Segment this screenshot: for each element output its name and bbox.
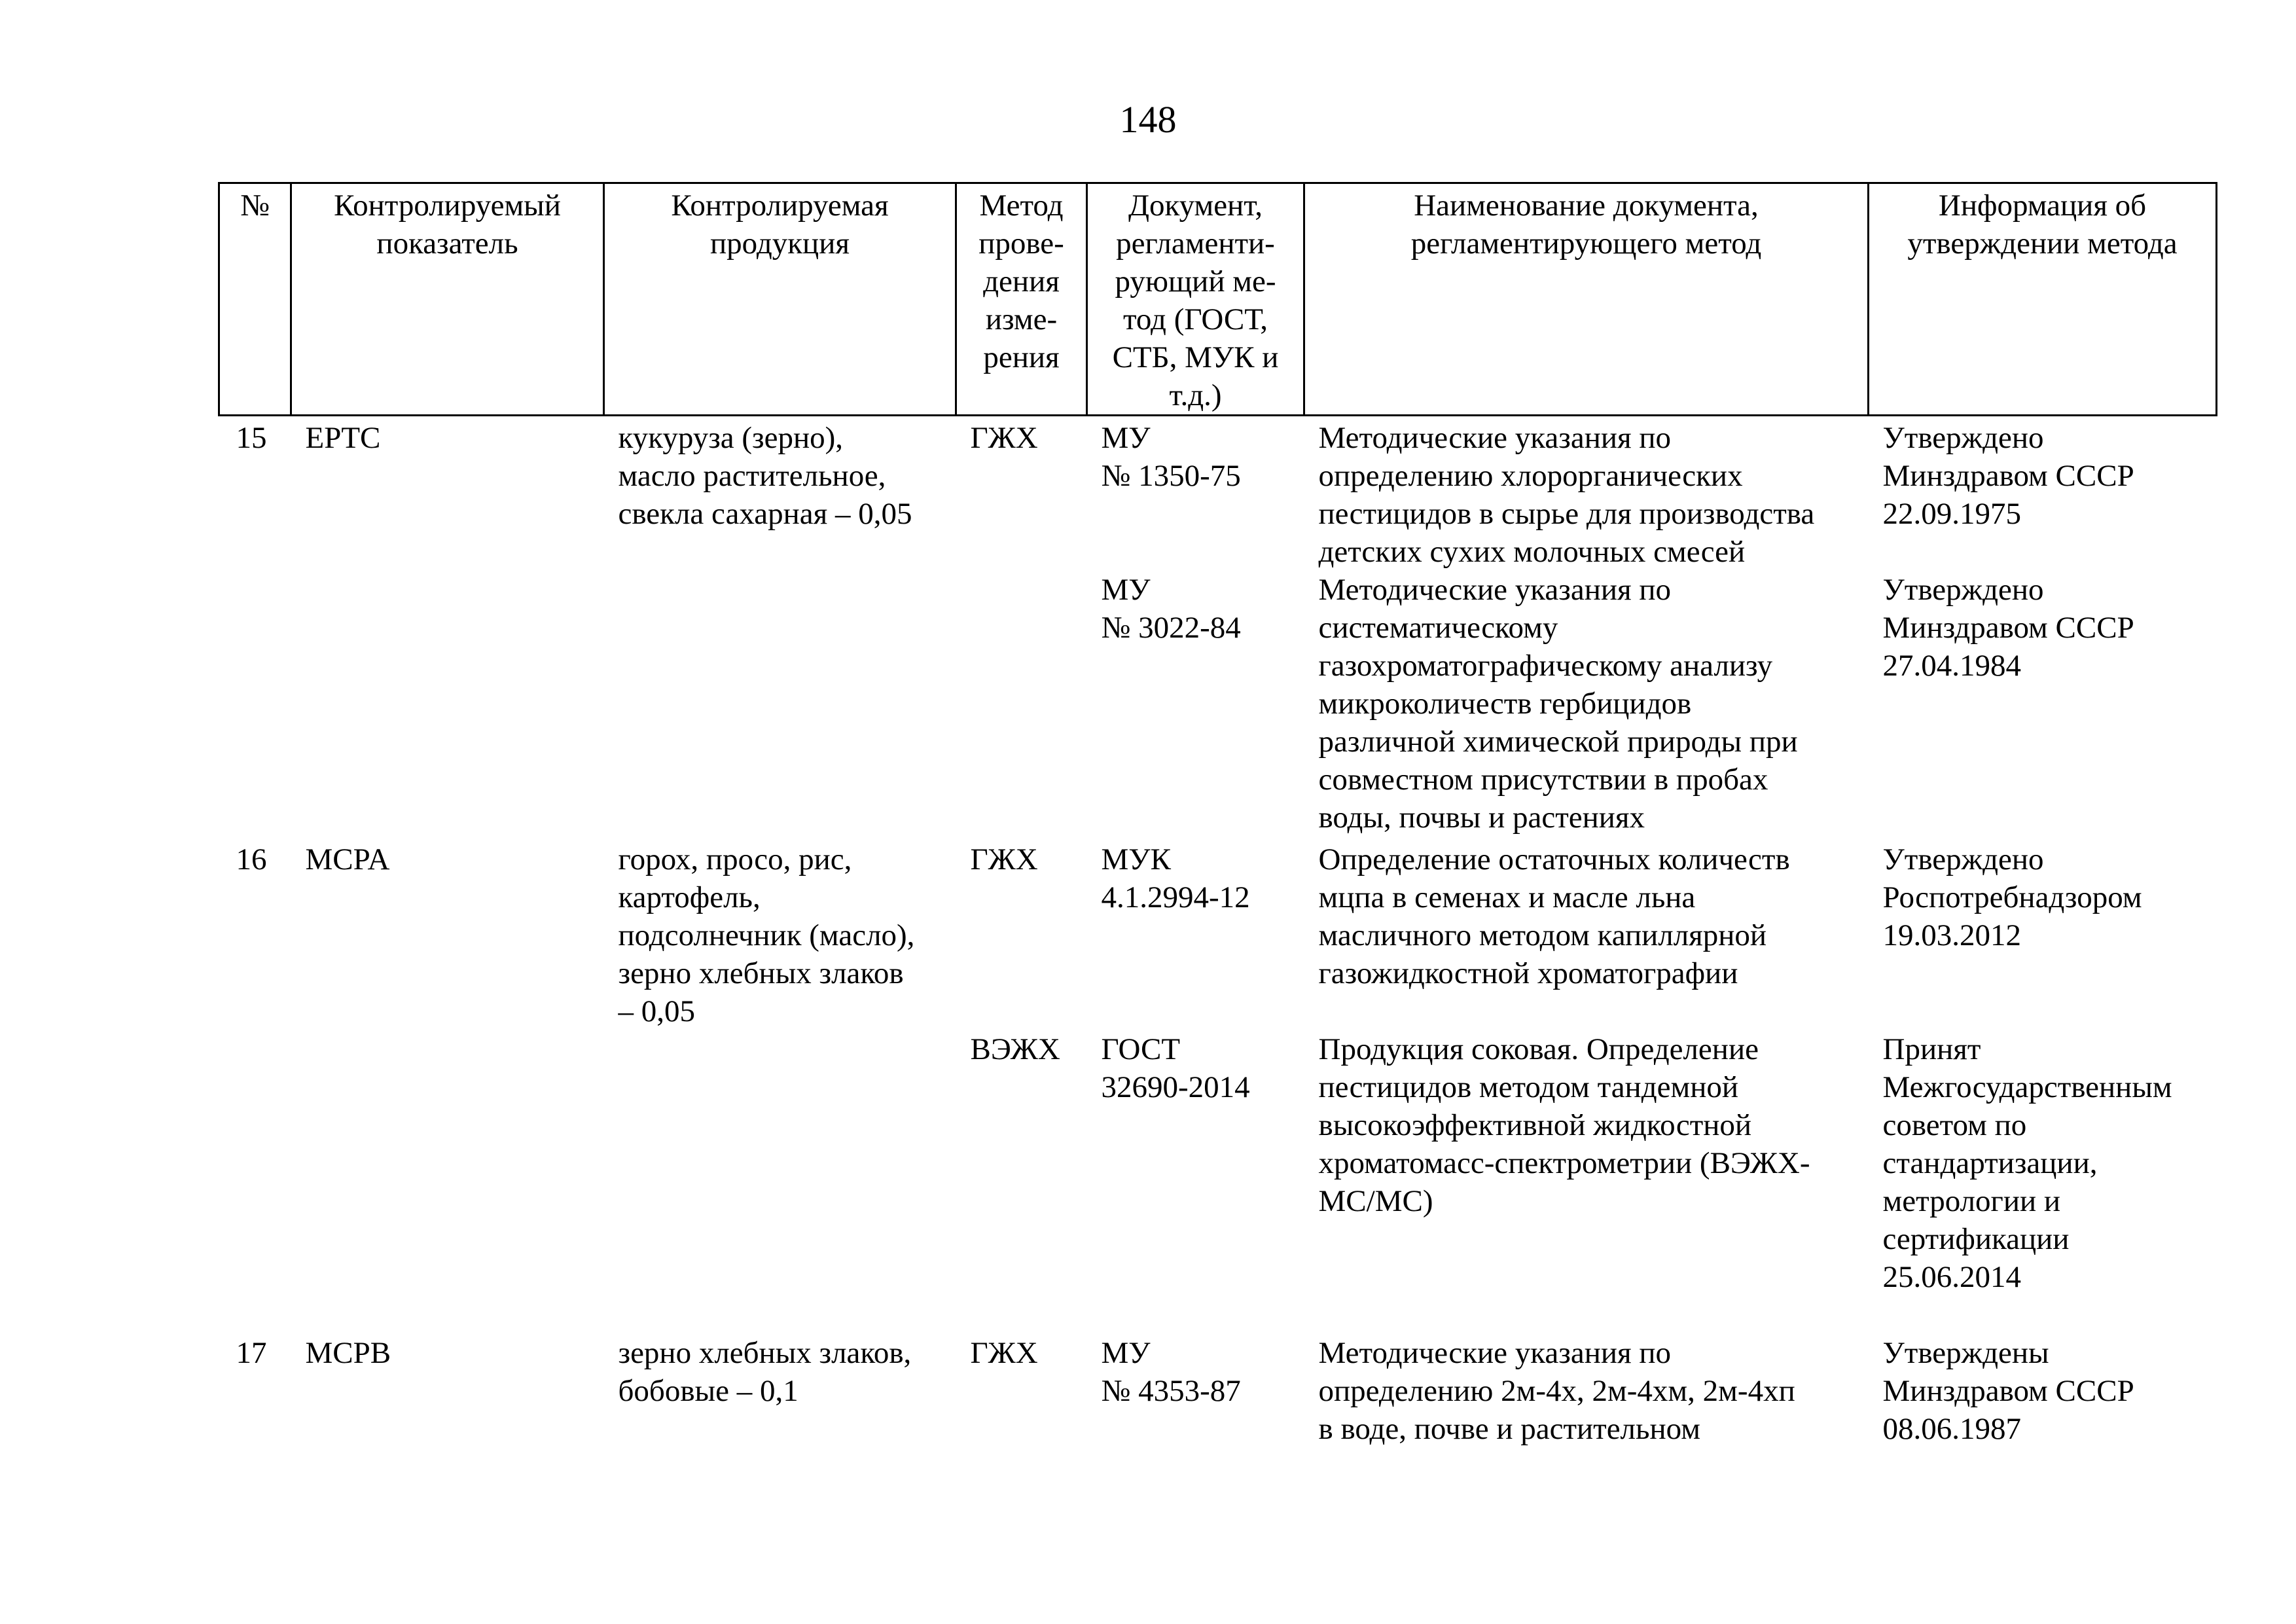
document-cell: МУ № 1350-75 — [1101, 421, 1241, 493]
approval-cell: Принят Межгосударственным советом по стандартизации, метрологии и сертификации 25.06.2014 — [1882, 1032, 2172, 1294]
approval-cell: Утверждены Минздравом СССР 08.06.1987 — [1882, 1336, 2134, 1446]
method-cell: ГЖХ — [970, 421, 1038, 455]
method-cell — [956, 571, 1087, 840]
indicator-cell: MCPA — [305, 842, 390, 876]
header-product: Контролируемая продукция — [604, 183, 956, 416]
method-cell: ГЖХ — [970, 842, 1038, 876]
table-header-row — [219, 183, 2217, 416]
document-cell: ГОСТ 32690-2014 — [1101, 1032, 1250, 1104]
method-cell: ВЭЖХ — [970, 1032, 1060, 1066]
document-cell: МУ № 3022-84 — [1101, 573, 1241, 645]
approval-cell: Утверждено Минздравом СССР 22.09.1975 — [1882, 421, 2134, 531]
product-cell: зерно хлебных злаков, бобовые – 0,1 — [618, 1336, 912, 1408]
page-number: 148 — [1119, 98, 1177, 141]
row-number: 16 — [236, 842, 267, 876]
product-cell: кукуруза (зерно), масло растительное, свекла сахарная – 0,05 — [618, 421, 912, 531]
doc-name-cell: Методические указания по определению хлорорганических пестицидов в сырье для производства детских сухих молочных смесей — [1318, 421, 1815, 569]
indicator-cell: EPTC — [305, 421, 381, 455]
product-cell — [604, 1030, 956, 1334]
row-number: 17 — [236, 1336, 267, 1370]
methods-table — [218, 182, 2217, 1452]
doc-name-cell: Продукция соковая. Определение пестицидов методом тандемной высокоэффективной жидкостной хроматомасс-спектрометрии (ВЭЖХ- МС/МС) — [1318, 1032, 1810, 1218]
row-number — [219, 571, 291, 840]
indicator-cell: MCPB — [305, 1336, 391, 1370]
header-approval: Информация об утверждении метода — [1869, 183, 2217, 416]
header-doc-name: Наименование документа, регламентирующего метод — [1304, 183, 1869, 416]
table-row — [219, 416, 2217, 571]
row-number: 15 — [236, 421, 267, 455]
doc-name-cell: Методические указания по определению 2м-4х, 2м-4хм, 2м-4хп в воде, почве и растительном — [1318, 1336, 1795, 1446]
doc-name-cell: Определение остаточных количеств мцпа в семенах и масле льна масличного методом капиллярной газожидкостной хроматографии — [1318, 842, 1790, 990]
approval-cell: Утверждено Роспотребнадзором 19.03.2012 — [1882, 842, 2142, 952]
indicator-cell — [291, 571, 604, 840]
table-row — [219, 1030, 2217, 1334]
document-cell: МУ № 4353-87 — [1101, 1336, 1241, 1408]
document-cell: МУК 4.1.2994-12 — [1101, 842, 1250, 914]
header-document: Документ, регламенти- рующий ме- тод (ГОСТ, СТБ, МУК и т.д.) — [1087, 183, 1304, 416]
table-row — [219, 571, 2217, 840]
table-row — [219, 840, 2217, 1030]
product-cell — [604, 571, 956, 840]
header-indicator: Контролируемый показатель — [291, 183, 604, 416]
table-row — [219, 1334, 2217, 1452]
doc-name-cell: Методические указания по систематическому газохроматографическому анализу микроколичеств гербицидов различной химической природы при совместном присутствии в пробах воды, почвы и растениях — [1318, 573, 1798, 835]
product-cell: горох, просо, рис, картофель, подсолнечник (масло), зерно хлебных злаков – 0,05 — [618, 842, 915, 1028]
row-number — [219, 1030, 291, 1334]
approval-cell: Утверждено Минздравом СССР 27.04.1984 — [1882, 573, 2134, 683]
method-cell: ГЖХ — [970, 1336, 1038, 1370]
indicator-cell — [291, 1030, 604, 1334]
header-method: Метод прове- дения изме- рения — [956, 183, 1087, 416]
header-number: № — [219, 183, 291, 416]
